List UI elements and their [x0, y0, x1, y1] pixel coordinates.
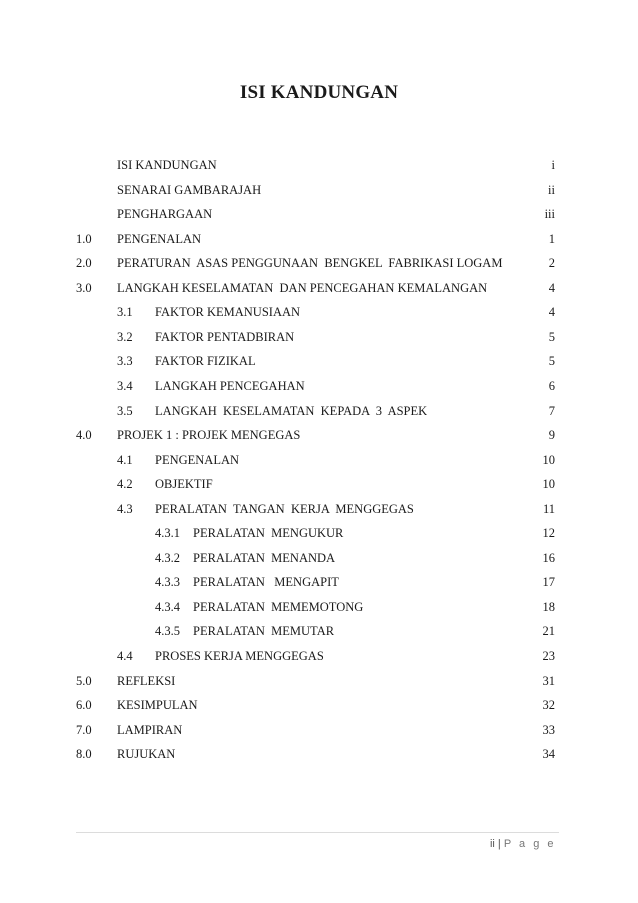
toc-entry — [0, 695, 638, 715]
footer-page-number: ii — [489, 838, 495, 850]
toc-entry — [0, 302, 638, 322]
entry-page-number: 12 — [542, 526, 555, 541]
subsection-number: 3.5 — [117, 403, 133, 418]
entry-page-number: 2 — [548, 256, 555, 271]
entry-label: PERATURAN ASAS PENGGUNAAN BENGKEL FABRIKASI LOGAM — [117, 256, 503, 271]
entry-label: PENGENALAN — [155, 452, 240, 467]
footer-separator: | — [497, 838, 501, 850]
entry-label: PERALATAN MENANDA — [193, 550, 336, 565]
subsection-number: 3.1 — [117, 305, 133, 320]
toc-entry — [0, 450, 638, 470]
entry-label: PERALATAN MENGUKUR — [193, 526, 344, 541]
subsection-number: 3.3 — [117, 354, 133, 369]
toc-entry — [0, 229, 638, 249]
toc-entry — [0, 597, 638, 617]
entry-label: ISI KANDUNGAN — [117, 158, 217, 172]
toc-entry — [0, 621, 638, 641]
page-footer — [490, 838, 556, 850]
toc-entry — [0, 253, 638, 273]
toc-entry — [0, 278, 638, 298]
entry-page-number: 9 — [548, 428, 555, 443]
toc-entry — [0, 376, 638, 396]
entry-page-number: 33 — [542, 722, 555, 737]
entry-page-number: 1 — [548, 231, 555, 246]
section-number: 8.0 — [76, 747, 92, 762]
section-number: 5.0 — [76, 673, 92, 688]
section-number: 2.0 — [76, 256, 92, 271]
entry-page-number: 5 — [548, 329, 555, 344]
entry-label: FAKTOR KEMANUSIAAN — [155, 305, 301, 320]
toc-entry — [0, 351, 638, 371]
section-number: 4.0 — [76, 428, 92, 443]
toc-entry — [0, 425, 638, 445]
entry-page-number: 4 — [548, 280, 555, 295]
section-number: 1.0 — [76, 231, 92, 246]
entry-label: FAKTOR FIZIKAL — [155, 354, 256, 369]
section-number: 3.0 — [76, 280, 92, 295]
sub-subsection-number: 4.3.5 — [155, 624, 180, 639]
toc-entry — [0, 474, 638, 494]
toc-entry — [0, 572, 638, 592]
toc-entry — [0, 180, 638, 200]
toc-entry — [0, 548, 638, 568]
subsection-number: 4.4 — [117, 649, 133, 663]
entry-label: PENGHARGAAN — [117, 207, 213, 222]
toc-entry — [0, 523, 638, 543]
entry-page-number: 4 — [548, 305, 555, 320]
entry-page-number: 17 — [542, 575, 555, 590]
entry-label: PERALATAN MEMUTAR — [193, 624, 335, 639]
entry-label: LANGKAH KESELAMATAN DAN PENCEGAHAN KEMALANGAN — [117, 280, 488, 295]
sub-subsection-number: 4.3.2 — [155, 550, 180, 565]
toc-entry — [0, 204, 638, 224]
toc-entry — [0, 720, 638, 740]
footer-page-label: P a g e — [503, 838, 556, 850]
toc-entry — [0, 744, 638, 764]
entry-page-number: 5 — [548, 354, 555, 369]
entry-page-number: 11 — [542, 501, 555, 516]
subsection-number: 3.2 — [117, 329, 133, 344]
entry-page-number: 7 — [548, 403, 555, 418]
entry-label: OBJEKTIF — [155, 477, 213, 492]
section-number: 7.0 — [76, 722, 92, 737]
toc-entry — [0, 401, 638, 421]
subsection-number: 4.2 — [117, 477, 133, 492]
entry-label: KESIMPULAN — [117, 698, 198, 713]
entry-page-number: 34 — [542, 747, 555, 762]
entry-label: PROSES KERJA MENGGEGAS — [155, 649, 324, 663]
entry-page-number: iii — [544, 207, 555, 222]
entry-label: PERALATAN TANGAN KERJA MENGGEGAS — [155, 501, 414, 516]
entry-label: SENARAI GAMBARAJAH — [117, 182, 262, 197]
entry-page-number: 32 — [542, 698, 555, 713]
page-title: ISI KANDUNGAN — [239, 82, 399, 103]
entry-label: RUJUKAN — [117, 747, 176, 762]
entry-page-number: 10 — [542, 452, 555, 467]
sub-subsection-number: 4.3.4 — [155, 599, 180, 614]
section-number: 6.0 — [76, 698, 92, 713]
entry-label: LAMPIRAN — [117, 722, 183, 737]
entry-page-number: 23 — [542, 649, 555, 663]
entry-label: FAKTOR PENTADBIRAN — [155, 329, 295, 344]
toc-entry — [0, 646, 638, 666]
footer-divider — [76, 832, 559, 833]
entry-label: PENGENALAN — [117, 231, 202, 246]
entry-page-number: 31 — [542, 673, 555, 688]
entry-label: LANGKAH PENCEGAHAN — [155, 378, 305, 393]
subsection-number: 3.4 — [117, 378, 133, 393]
entry-page-number: 16 — [542, 550, 555, 565]
entry-label: LANGKAH KESELAMATAN KEPADA 3 ASPEK — [155, 403, 428, 418]
entry-page-number: ii — [548, 182, 555, 197]
toc-entry — [0, 327, 638, 347]
toc-entry — [0, 155, 638, 175]
entry-label: PROJEK 1 : PROJEK MENGEGAS — [117, 428, 301, 443]
entry-page-number: 6 — [548, 378, 555, 393]
entry-label: PERALATAN MEMEMOTONG — [193, 599, 364, 614]
subsection-number: 4.1 — [117, 452, 133, 467]
entry-page-number: 21 — [542, 624, 555, 639]
toc-entry — [0, 499, 638, 519]
entry-label: REFLEKSI — [117, 673, 176, 688]
sub-subsection-number: 4.3.3 — [155, 575, 180, 590]
entry-page-number: 10 — [542, 477, 555, 492]
entry-page-number: 18 — [542, 599, 555, 614]
sub-subsection-number: 4.3.1 — [155, 526, 180, 541]
subsection-number: 4.3 — [117, 501, 133, 516]
toc-entry — [0, 671, 638, 691]
entry-label: PERALATAN MENGAPIT — [193, 575, 339, 590]
entry-page-number: i — [551, 158, 555, 172]
